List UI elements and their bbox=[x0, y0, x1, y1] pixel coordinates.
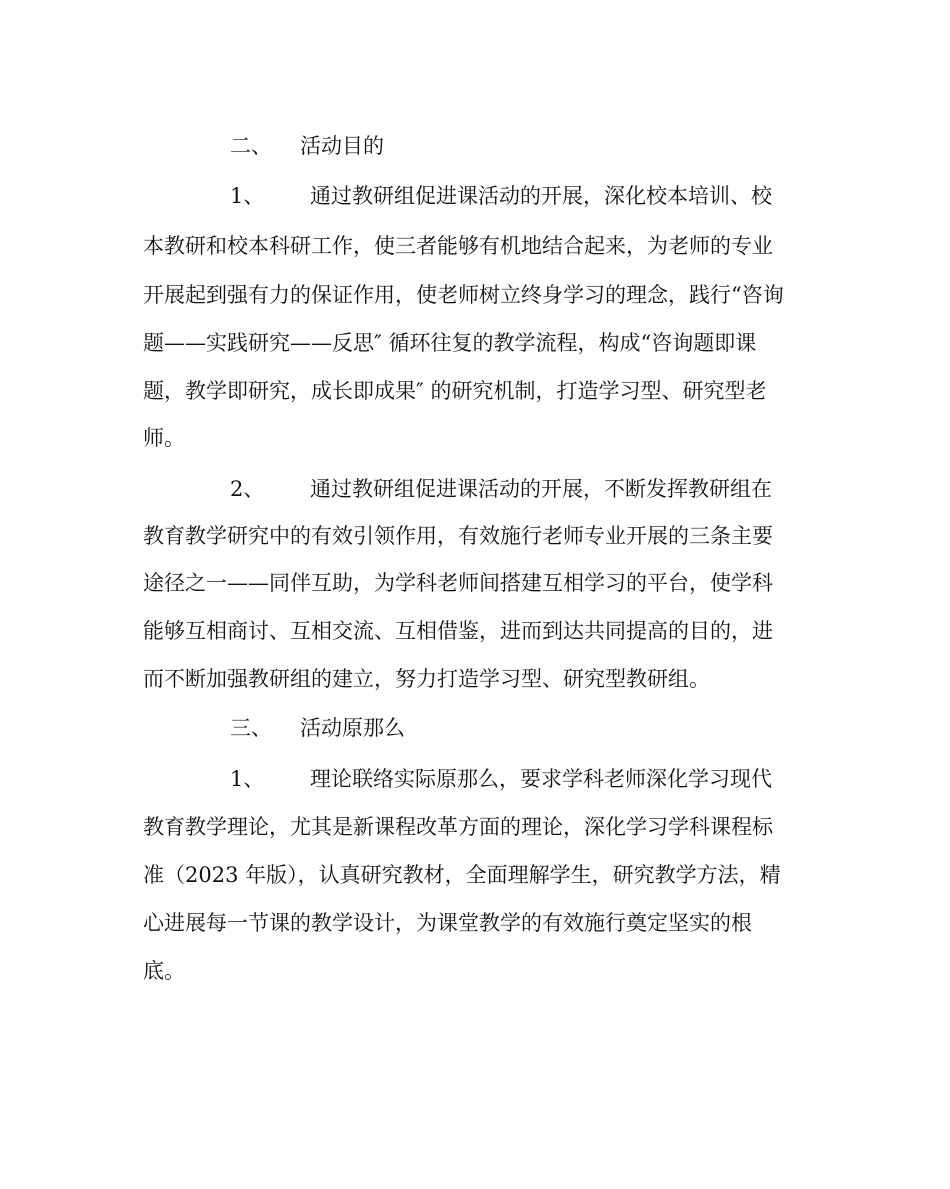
paragraph-line: 心进展每一节课的教学设计，为课堂教学的有效施行奠定坚实的根 bbox=[143, 911, 752, 935]
paragraph-line: 准（2023 年版），认真研究教材，全面理解学生，研究教学方法，精 bbox=[143, 863, 781, 887]
paragraph-line: 底。 bbox=[143, 959, 185, 983]
paragraph-line: 教育教学理论，尤其是新课程改革方面的理论，深化学习学科课程标 bbox=[143, 815, 773, 839]
section-title: 活动目的 bbox=[300, 134, 384, 158]
paragraph-line: 能够互相商讨、互相交流、互相借鉴，进而到达共同提高的目的，进 bbox=[143, 619, 773, 643]
item-number: 1、 bbox=[230, 184, 265, 208]
paragraph-line: 教育教学研究中的有效引领作用，有效施行老师专业开展的三条主要 bbox=[143, 524, 773, 548]
paragraph-text: 通过教研组促进课活动的开展，不断发挥教研组在 bbox=[310, 477, 772, 501]
paragraph-line: 本教研和校本科研工作，使三者能够有机地结合起来，为老师的专业 bbox=[143, 234, 773, 258]
paragraph-text: 通过教研组促进课活动的开展，深化校本培训、校 bbox=[310, 184, 772, 208]
paragraph-line: 而不断加强教研组的建立，努力打造学习型、研究型教研组。 bbox=[143, 667, 710, 691]
paragraph-line bbox=[230, 181, 772, 211]
paragraph-line: 师。 bbox=[143, 426, 185, 450]
paragraph-line: 题，教学即研究，成长即成果″ 的研究机制，打造学习型、研究型老 bbox=[143, 379, 767, 403]
paragraph-line bbox=[230, 764, 772, 794]
paragraph-line bbox=[230, 474, 772, 504]
paragraph-text: 理论联络实际原那么，要求学科老师深化学习现代 bbox=[310, 767, 772, 791]
item-number: 2、 bbox=[230, 477, 265, 501]
item-number: 1、 bbox=[230, 767, 265, 791]
section-title: 活动原那么 bbox=[300, 716, 405, 740]
section-number: 二、 bbox=[230, 134, 272, 158]
paragraph-line: 途径之一——同伴互助，为学科老师间搭建互相学习的平台，使学科 bbox=[143, 571, 773, 595]
paragraph-line: 题——实践研究——反思″ 循环往复的教学流程，构成“咨询题即课 bbox=[143, 331, 757, 355]
section-number: 三、 bbox=[230, 716, 272, 740]
section-heading bbox=[230, 713, 405, 743]
section-heading bbox=[230, 131, 384, 161]
paragraph-line: 开展起到强有力的保证作用，使老师树立终身学习的理念，践行“咨询 bbox=[143, 283, 784, 307]
